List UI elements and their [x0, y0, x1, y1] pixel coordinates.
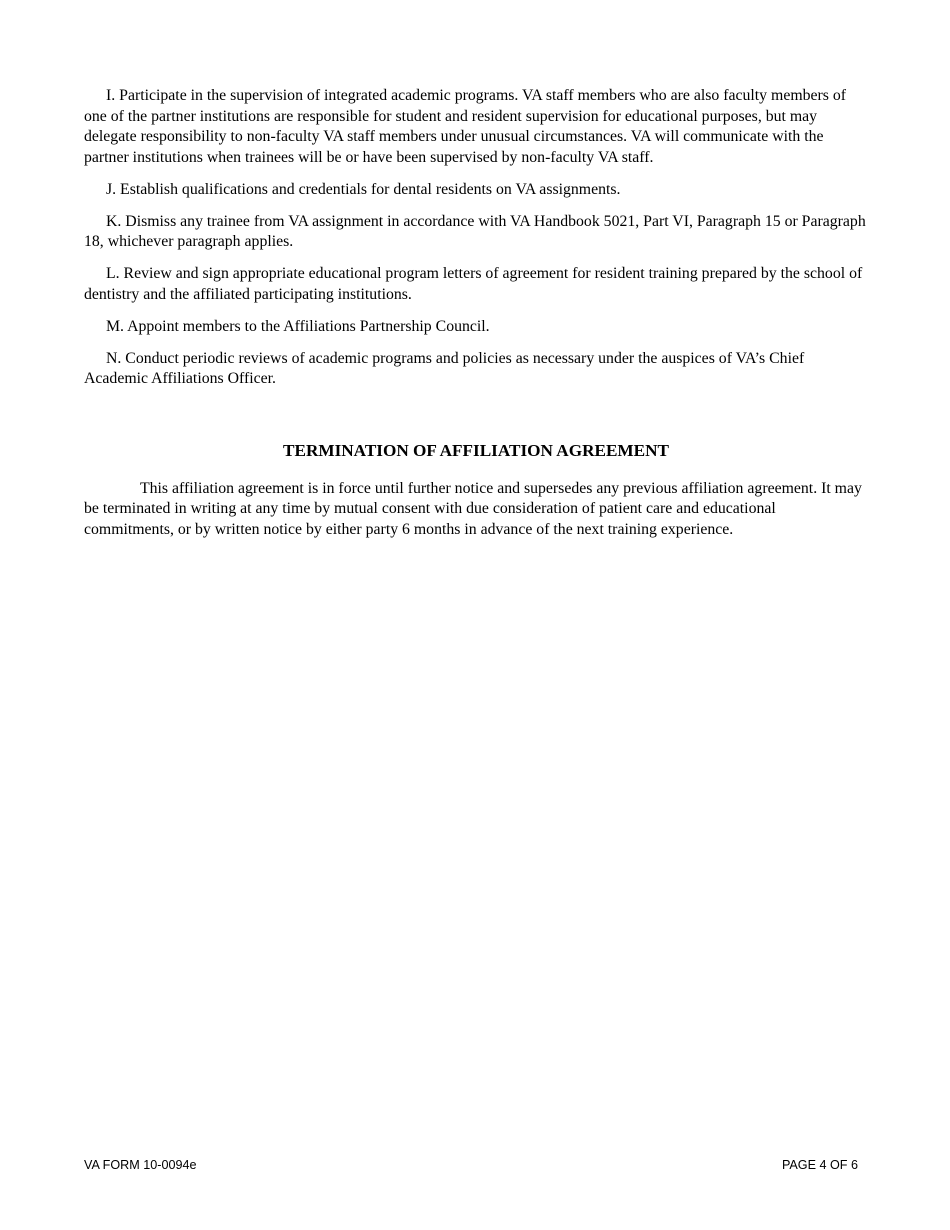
- termination-heading: TERMINATION OF AFFILIATION AGREEMENT: [283, 440, 669, 460]
- paragraph-item-j: J. Establish qualifications and credentials for dental residents on VA assignments.: [106, 180, 621, 198]
- paragraph-item-k: K. Dismiss any trainee from VA assignment in accordance with VA Handbook 5021, Part VI, Paragraph 15 or Paragraph 18, whichever paragraph applies.: [84, 212, 866, 250]
- form-id-footer: VA FORM 10-0094e: [84, 1158, 197, 1172]
- termination-body: This affiliation agreement is in force until further notice and supersedes any previous affiliation agreement. It may be terminated in writing at any time by mutual consent with due consideration of patient care and educational commitments, or by written notice by either party 6 months in advance of the next training experience.: [84, 479, 862, 538]
- paragraph-item-l: L. Review and sign appropriate educational program letters of agreement for resident training prepared by the school of dentistry and the affiliated participating institutions.: [84, 265, 863, 303]
- paragraph-item-i: I. Participate in the supervision of integrated academic programs. VA staff members who are also faculty members of one of the partner institutions are responsible for student and resident supervision for educational purposes, but may delegate responsibility to non-faculty VA staff members under unusual circumstances. VA will communicate with the partner institutions when trainees will be or have been supervised by non-faculty VA staff.: [84, 87, 847, 166]
- paragraph-item-n: N. Conduct periodic reviews of academic programs and policies as necessary under the auspices of VA’s Chief Academic Affiliations Officer.: [84, 349, 805, 387]
- document-content: [84, 86, 868, 540]
- paragraph-item-m: M. Appoint members to the Affiliations Partnership Council.: [106, 317, 490, 335]
- page-number-footer: PAGE 4 OF 6: [781, 1158, 858, 1172]
